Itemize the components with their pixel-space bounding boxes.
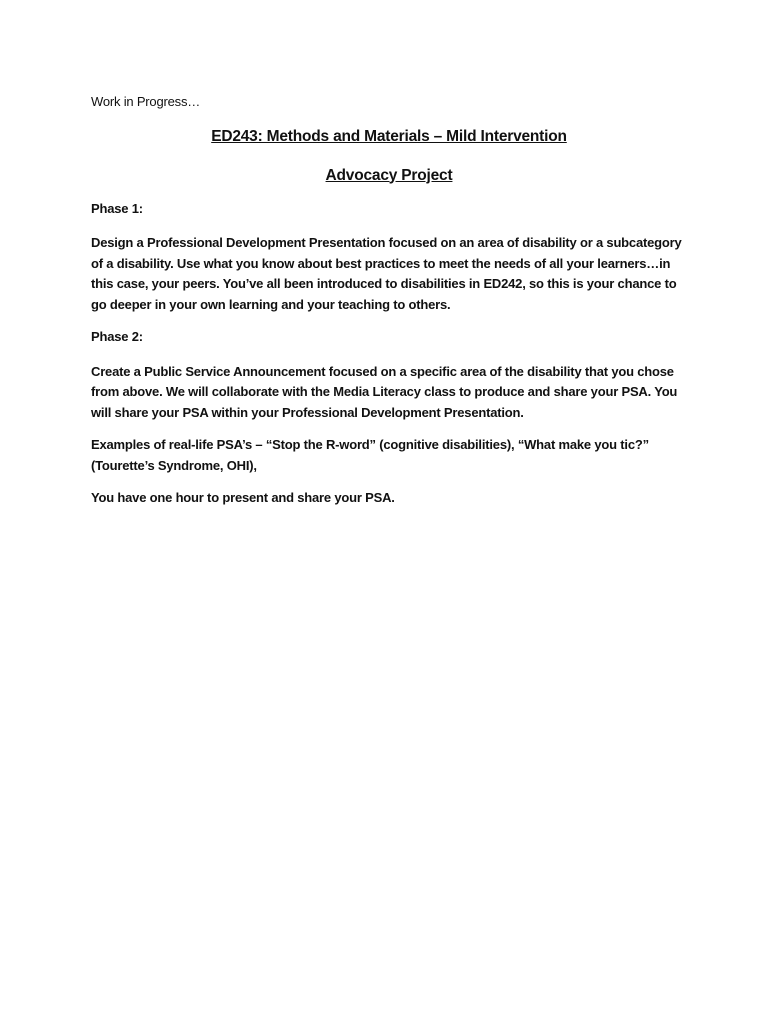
course-title: ED243: Methods and Materials – Mild Intervention xyxy=(211,127,567,145)
document-body xyxy=(91,92,687,521)
time-note: You have one hour to present and share your PSA. xyxy=(91,490,395,505)
project-title: Advocacy Project xyxy=(325,166,453,184)
status-note: Work in Progress… xyxy=(91,94,201,109)
phase1-heading: Phase 1: xyxy=(91,200,143,216)
phase1-text: Design a Professional Development Presentation focused on an area of disability or a subcategory of a disability. Use what you know about best practices to meet the needs of all your learners…in this case, your peers. You’ve all been introduced to disabilities in ED242, so this is your chance to go deeper in your own learning and your teaching to others. xyxy=(91,235,682,312)
phase2-heading: Phase 2: xyxy=(91,329,143,344)
examples-text: Examples of real-life PSA’s – “Stop the R-word” (cognitive disabilities), “What make you tic?” (Tourette’s Syndrome, OHI), xyxy=(91,437,649,473)
phase2-text: Create a Public Service Announcement focused on a specific area of the disability that you chose from above. We will collaborate with the Media Literacy class to produce and share your PSA. You will share your PSA within your Professional Development Presentation. xyxy=(91,363,678,420)
